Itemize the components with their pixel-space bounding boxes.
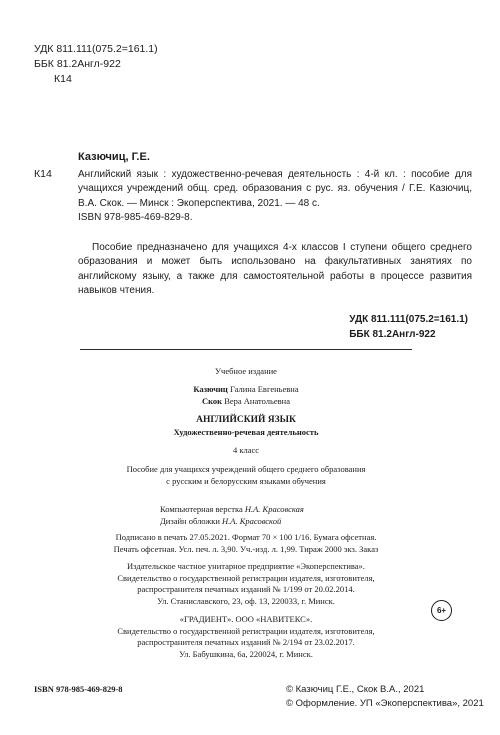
copyright-block	[286, 683, 484, 711]
entry-classification	[349, 312, 468, 342]
edition-type: Учебное издание	[215, 366, 277, 376]
grade: 4 класс	[232, 445, 260, 455]
publisher-line-3: распространителя печатных изданий № 1/199 от 20.02.2014.	[137, 584, 355, 595]
authors-block	[80, 384, 412, 407]
publisher-line-4: Ул. Станиславского, 23, оф. 13, 220033, г. Минск.	[157, 596, 335, 607]
cover-label: Дизайн обложки	[160, 515, 220, 526]
author-2-name: Вера Анатольевна	[224, 395, 290, 406]
author-1-surname: Казючиц	[193, 384, 228, 394]
header-classification	[34, 42, 158, 72]
print-info	[80, 532, 412, 555]
publisher-line-1: Издательское частное унитарное предприятие «Экоперспектива».	[127, 561, 365, 571]
publisher-line-2: Свидетельство о государственной регистрации издателя, изготовителя,	[117, 572, 375, 583]
header-udc: УДК 811.111(075.2=161.1)	[34, 43, 158, 55]
entry-author: Казючиц, Г.Е.	[78, 151, 150, 163]
purpose-line-2: с русским и белорусским языками обучения	[166, 475, 326, 486]
age-rating-badge: 6+	[431, 600, 452, 621]
purpose-line-1: Пособие для учащихся учреждений общего среднего образования	[126, 464, 366, 474]
printer-line-4: Ул. Бабушкина, 6а, 220024, г. Минск.	[179, 649, 313, 660]
book-subtitle: Художественно-речевая деятельность	[173, 427, 319, 437]
printer-block	[80, 614, 412, 661]
publisher-block	[80, 561, 412, 608]
book-title-block	[80, 414, 412, 438]
entry-description: Английский язык : художественно-речевая деятельность : 4-й кл. : пособие для учащихся учреждений общ. сред. образования с рус. яз. обучения / Г.Е. Казючиц, В.А. Скок. — Минск : Экоперспектива, 2021. — 48 с.	[78, 169, 472, 209]
copyright-authors: © Казючиц Г.Е., Скок В.А., 2021	[286, 684, 425, 695]
layout-label: Компьютерная верстка	[160, 504, 243, 514]
copyright-design: © Оформление. УП «Экоперспектива», 2021	[286, 698, 484, 709]
entry-isbn: ISBN 978-985-469-829-8.	[78, 212, 193, 223]
author-1	[80, 384, 412, 396]
entry-udc: УДК 811.111(075.2=161.1)	[349, 314, 468, 325]
cover-name: Н.А. Красовской	[222, 515, 282, 526]
print-line-2: Печать офсетная. Усл. печ. л. 3,90. Уч.-изд. л. 1,99. Тираж 2000 экз. Заказ	[113, 543, 379, 554]
layout-credit	[160, 504, 304, 516]
layout-name: Н.А. Красовская	[244, 504, 304, 514]
credits-block	[160, 504, 304, 527]
header-author-code: К14	[54, 73, 72, 85]
divider	[80, 349, 412, 350]
printer-line-3: распространителя печатных изданий № 2/194 от 23.02.2017.	[137, 637, 355, 648]
book-title: АНГЛИЙСКИЙ ЯЗЫК	[196, 415, 296, 425]
print-line-1: Подписано в печать 27.05.2021. Формат 70 × 100 1/16. Бумага офсетная.	[115, 532, 377, 542]
entry-bbk: ББК 81.2Англ-922	[349, 329, 436, 340]
entry-annotation: Пособие предназначено для учащихся 4-х классов I ступени общего среднего образования и может быть использовано на факультативных занятиях по английскому языку, а также для самостоятельной работы в процессе развития навыков чтения.	[78, 242, 472, 296]
printer-line-2: Свидетельство о государственной регистрации издателя, изготовителя,	[117, 625, 375, 636]
printer-line-1: «ГРАДИЕНТ». ООО «НАВИТЕКС».	[179, 614, 313, 624]
footer-isbn: ISBN 978-985-469-829-8	[34, 684, 123, 694]
purpose-block	[80, 464, 412, 487]
cover-credit	[160, 516, 304, 528]
header-bbk: ББК 81.2Англ-922	[34, 58, 121, 70]
entry-side-code: К14	[34, 168, 52, 180]
author-2	[80, 396, 412, 408]
author-2-surname: Скок	[202, 395, 223, 406]
author-1-name: Галина Евгеньевна	[229, 384, 299, 394]
